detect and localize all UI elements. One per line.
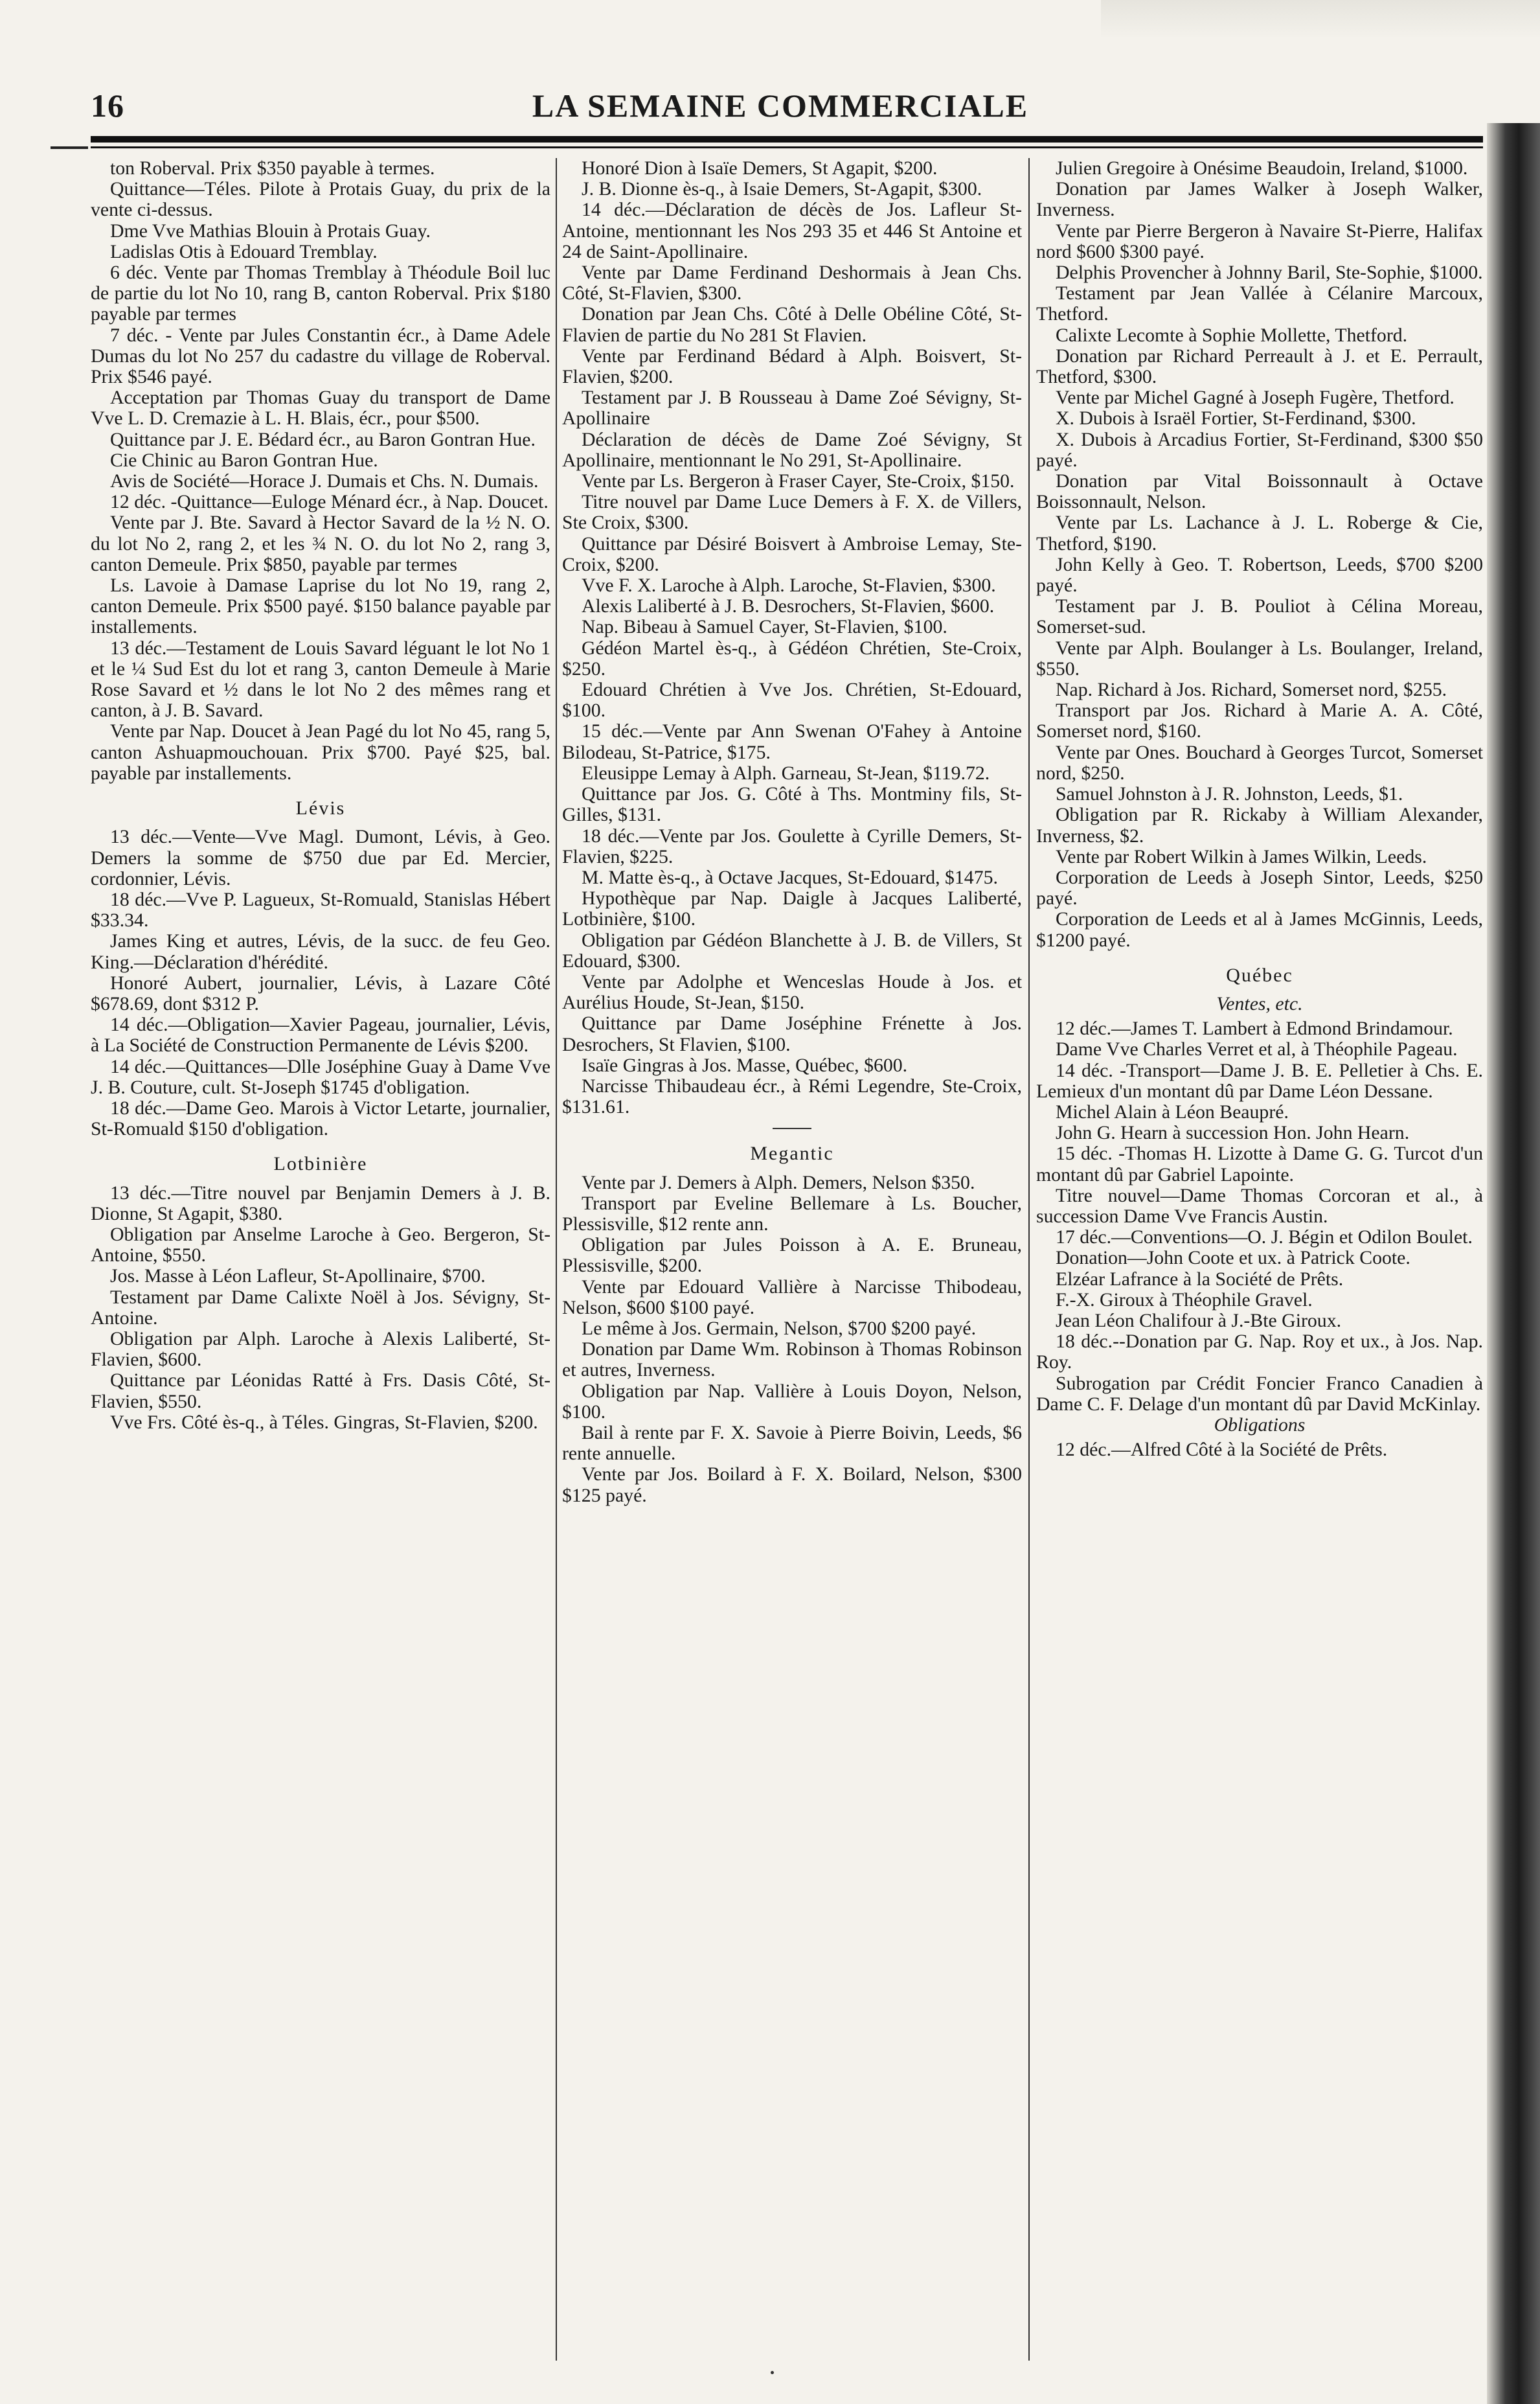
registry-entry: Calixte Lecomte à Sophie Mollette, Thetford. — [1056, 324, 1408, 346]
registry-entry: 12 déc.—Alfred Côté à la Société de Prêts. — [1056, 1439, 1388, 1461]
print-speck — [771, 2371, 774, 2374]
registry-entry: Quittance par Désiré Boisvert à Ambroise Lemay, Ste-Croix, $200. — [562, 532, 1022, 575]
registry-entry: Elzéar Lafrance à la Société de Prêts. — [1056, 1268, 1344, 1290]
registry-entry: Vente par Ones. Bouchard à Georges Turcot, Somerset nord, $250. — [1036, 741, 1483, 784]
registry-entry: Transport par Jos. Richard à Marie A. A. Côté, Somerset nord, $160. — [1036, 700, 1483, 742]
section-heading: Québec — [1226, 964, 1293, 986]
registry-entry: 14 déc. -Transport—Dame J. B. E. Pelletier à Chs. E. Lemieux d'un montant dû par Dame Léon Dessane. — [1036, 1059, 1483, 1102]
text-column-2 — [562, 158, 1022, 2374]
registry-entry: M. Matte ès-q., à Octave Jacques, St-Edouard, $1475. — [582, 866, 998, 888]
scan-binding-edge — [1487, 123, 1540, 2404]
registry-entry: Vve F. X. Laroche à Alph. Laroche, St-Flavien, $300. — [582, 575, 996, 597]
margin-mark — [51, 146, 88, 149]
registry-entry: Quittance par Dame Joséphine Frénette à Jos. Desrochers, St Flavien, $100. — [562, 1013, 1022, 1055]
registry-entry: Acceptation par Thomas Guay du transport de Dame Vve L. D. Cremazie à L. H. Blais, écr., pour $500. — [91, 387, 550, 429]
registry-entry: Vente par Jos. Boilard à F. X. Boilard, Nelson, $300 $125 payé. — [562, 1463, 1022, 1506]
registry-entry: Bail à rente par F. X. Savoie à Pierre Boivin, Leeds, $6 rente annuelle. — [562, 1421, 1022, 1465]
registry-entry: Quittance—Téles. Pilote à Protais Guay, du prix de la vente ci-dessus. — [91, 178, 550, 221]
header-rule-thin — [91, 146, 1483, 148]
section-heading: Megantic — [750, 1143, 834, 1165]
registry-entry: Subrogation par Crédit Foncier Franco Canadien à Dame C. F. Delage d'un montant dû par David McKinlay. — [1036, 1372, 1483, 1415]
registry-entry: Obligation par Gédéon Blanchette à J. B. de Villers, St Edouard, $300. — [562, 929, 1022, 972]
registry-entry: Vente par Edouard Vallière à Narcisse Thibodeau, Nelson, $600 $100 payé. — [562, 1276, 1022, 1318]
registry-entry: John G. Hearn à succession Hon. John Hearn. — [1056, 1122, 1410, 1144]
registry-entry: Nap. Bibeau à Samuel Cayer, St-Flavien, $100. — [582, 616, 947, 638]
registry-entry: Julien Gregoire à Onésime Beaudoin, Ireland, $1000. — [1056, 158, 1468, 179]
registry-entry: 18 déc.—Dame Geo. Marois à Victor Letarte, journalier, St-Romuald $150 d'obligation. — [91, 1097, 550, 1140]
registry-entry: Jean Léon Chalifour à J.-Bte Giroux. — [1056, 1309, 1342, 1331]
registry-entry: Vente par Robert Wilkin à James Wilkin, Leeds. — [1056, 845, 1427, 867]
registry-entry: Transport par Eveline Bellemare à Ls. Boucher, Plessisville, $12 rente ann. — [562, 1192, 1022, 1235]
registry-entry: 17 déc.—Conventions—O. J. Bégin et Odilon Boulet. — [1056, 1226, 1473, 1248]
registry-entry: Ladislas Otis à Edouard Tremblay. — [110, 240, 378, 262]
registry-entry: 13 déc.—Vente—Vve Magl. Dumont, Lévis, à Geo. Demers la somme de $750 due par Ed. Mercier, cordonnier, Lévis. — [91, 826, 550, 889]
section-heading: Lotbinière — [273, 1153, 368, 1175]
registry-entry: Quittance par Léonidas Ratté à Frs. Dasis Côté, St-Flavien, $550. — [91, 1369, 550, 1412]
text-column-3 — [1036, 158, 1483, 2374]
registry-entry: Vente par J. Demers à Alph. Demers, Nelson $350. — [582, 1171, 975, 1193]
registry-entry: Vente par Adolphe et Wenceslas Houde à Jos. et Aurélius Houde, St-Jean, $150. — [562, 970, 1022, 1014]
registry-entry: Vente par Ls. Bergeron à Fraser Cayer, Ste-Croix, $150. — [582, 470, 1015, 492]
registry-entry: Quittance par Jos. G. Côté à Ths. Montminy fils, St-Gilles, $131. — [562, 783, 1022, 826]
registry-entry: Corporation de Leeds et al à James McGinnis, Leeds, $1200 payé. — [1036, 908, 1483, 951]
section-separator — [773, 1128, 811, 1129]
registry-entry: 18 déc.—Vve P. Lagueux, St-Romuald, Stanislas Hébert $33.34. — [91, 888, 550, 932]
column-divider — [1028, 158, 1030, 2361]
registry-entry: J. B. Dionne ès-q., à Isaie Demers, St-Agapit, $300. — [582, 178, 982, 200]
registry-entry: Donation par Vital Boissonnault à Octave Boissonnault, Nelson. — [1036, 470, 1483, 513]
registry-entry: Vente par Ferdinand Bédard à Alph. Boisvert, St-Flavien, $200. — [562, 345, 1022, 388]
registry-entry: Honoré Aubert, journalier, Lévis, à Lazare Côté $678.69, dont $312 P. — [91, 972, 550, 1014]
registry-entry: John Kelly à Geo. T. Robertson, Leeds, $700 $200 payé. — [1036, 553, 1483, 597]
registry-entry: Obligation par R. Rickaby à William Alexander, Inverness, $2. — [1036, 804, 1483, 847]
registry-entry: 6 déc. Vente par Thomas Tremblay à Théodule Boil luc de partie du lot No 10, rang B, canton Roberval. Prix $180 payable par termes — [91, 262, 550, 325]
registry-entry: Avis de Société—Horace J. Dumais et Chs. N. Dumais. — [110, 470, 539, 492]
registry-entry: Vente par J. Bte. Savard à Hector Savard de la ½ N. O. du lot No 2, rang 2, et les ¾ N. O. du lot No 2, rang 3, canton Demeule. Prix $850, payable par termes — [91, 512, 550, 575]
page-number: 16 — [91, 87, 124, 124]
registry-entry: Obligation par Anselme Laroche à Geo. Bergeron, St-Antoine, $550. — [91, 1223, 550, 1266]
registry-entry: 14 déc.—Quittances—Dlle Joséphine Guay à Dame Vve J. B. Couture, cult. St-Joseph $1745 d'obligation. — [91, 1055, 550, 1098]
registry-entry: Obligation par Jules Poisson à A. E. Bruneau, Plessisville, $200. — [562, 1234, 1022, 1277]
registry-entry: Obligation par Alph. Laroche à Alexis Laliberté, St-Flavien, $600. — [91, 1327, 550, 1371]
text-column-1 — [91, 158, 550, 2374]
registry-entry: F.-X. Giroux à Théophile Gravel. — [1056, 1288, 1313, 1311]
registry-entry: Vente par Ls. Lachance à J. L. Roberge & Cie, Thetford, $190. — [1036, 512, 1483, 555]
header-rule-thick — [91, 136, 1483, 143]
section-heading: Lévis — [295, 797, 346, 819]
registry-entry: Vente par Alph. Boulanger à Ls. Boulanger, Ireland, $550. — [1036, 637, 1483, 680]
registry-entry: Vente par Michel Gagné à Joseph Fugère, Thetford. — [1056, 387, 1455, 409]
section-subheading: Ventes, etc. — [1216, 992, 1303, 1014]
registry-entry: Jos. Masse à Léon Lafleur, St-Apollinaire, $700. — [110, 1265, 486, 1287]
registry-entry: Donation—John Coote et ux. à Patrick Coote. — [1056, 1247, 1410, 1269]
registry-entry: Nap. Richard à Jos. Richard, Somerset nord, $255. — [1056, 679, 1447, 701]
registry-entry: Vve Frs. Côté ès-q., à Téles. Gingras, St-Flavien, $200. — [110, 1411, 538, 1433]
registry-entry: Alexis Laliberté à J. B. Desrochers, St-Flavien, $600. — [582, 595, 995, 617]
registry-entry: Testament par Jean Vallée à Célanire Marcoux, Thetford. — [1036, 282, 1483, 325]
registry-entry: Honoré Dion à Isaïe Demers, St Agapit, $200. — [582, 158, 938, 179]
page-header — [91, 83, 1470, 130]
registry-entry: Edouard Chrétien à Vve Jos. Chrétien, St-Edouard, $100. — [562, 679, 1022, 722]
journal-title: LA SEMAINE COMMERCIALE — [532, 87, 1029, 124]
column-divider — [556, 158, 557, 2361]
registry-entry: James King et autres, Lévis, de la succ. de feu Geo. King.—Déclaration d'hérédité. — [91, 930, 550, 973]
registry-entry: Vente par Nap. Doucet à Jean Pagé du lot No 45, rang 5, canton Ashuapmouchouan. Prix $700. Payé $25, bal. payable par installements. — [91, 720, 550, 784]
registry-entry: 15 déc.—Vente par Ann Swenan O'Fahey à Antoine Bilodeau, St-Patrice, $175. — [562, 720, 1022, 763]
registry-entry: 13 déc.—Testament de Louis Savard léguant le lot No 1 et le ¼ Sud Est du lot et rang 3, canton Demeule à Marie Rose Savard et ½ dans le lot No 2 des mêmes rang et canton, à J. B. Savard. — [91, 637, 550, 722]
registry-entry: Donation par Dame Wm. Robinson à Thomas Robinson et autres, Inverness. — [562, 1338, 1022, 1381]
registry-entry: Hypothèque par Nap. Daigle à Jacques Laliberté, Lotbinière, $100. — [562, 887, 1022, 930]
registry-entry: Donation par James Walker à Joseph Walker, Inverness. — [1036, 178, 1483, 221]
registry-entry: Cie Chinic au Baron Gontran Hue. — [110, 449, 378, 471]
registry-entry: Obligation par Nap. Vallière à Louis Doyon, Nelson, $100. — [562, 1380, 1022, 1423]
registry-entry: Eleusippe Lemay à Alph. Garneau, St-Jean, $119.72. — [582, 762, 990, 784]
registry-entry: Testament par J. B Rousseau à Dame Zoé Sévigny, St-Apollinaire — [562, 387, 1022, 429]
registry-entry: 12 déc. -Quittance—Euloge Ménard écr., à Nap. Doucet. — [110, 491, 549, 513]
registry-entry: Dame Vve Charles Verret et al, à Théophile Pageau. — [1056, 1038, 1458, 1060]
registry-entry: 18 déc.--Donation par G. Nap. Roy et ux., à Jos. Nap. Roy. — [1036, 1331, 1483, 1373]
registry-entry: 14 déc.—Déclaration de décès de Jos. Lafleur St-Antoine, mentionnant les Nos 293 35 et 446 St Antoine et 24 de Saint-Apollinaire. — [562, 199, 1022, 262]
registry-entry: X. Dubois à Arcadius Fortier, St-Ferdinand, $300 $50 payé. — [1036, 428, 1483, 471]
registry-entry: 12 déc.—James T. Lambert à Edmond Brindamour. — [1056, 1018, 1453, 1040]
registry-entry: X. Dubois à Israël Fortier, St-Ferdinand, $300. — [1056, 407, 1416, 429]
scan-top-edge — [1101, 0, 1540, 39]
registry-entry: Donation par Richard Perreault à J. et E. Perrault, Thetford, $300. — [1036, 345, 1483, 388]
registry-entry: Michel Alain à Léon Beaupré. — [1056, 1101, 1289, 1123]
registry-entry: Donation par Jean Chs. Côté à Delle Obéline Côté, St-Flavien de partie du No 281 St Flavien. — [562, 303, 1022, 346]
section-subheading: Obligations — [1214, 1414, 1306, 1436]
registry-entry: 13 déc.—Titre nouvel par Benjamin Demers à J. B. Dionne, St Agapit, $380. — [91, 1182, 550, 1224]
registry-entry: Narcisse Thibaudeau écr., à Rémi Legendre, Ste-Croix, $131.61. — [562, 1075, 1022, 1118]
registry-entry: 14 déc.—Obligation—Xavier Pageau, journalier, Lévis, à La Société de Construction Permanente de Lévis $200. — [91, 1014, 550, 1057]
registry-entry: Testament par Dame Calixte Noël à Jos. Sévigny, St-Antoine. — [91, 1286, 550, 1329]
registry-entry: Quittance par J. E. Bédard écr., au Baron Gontran Hue. — [110, 428, 536, 450]
registry-entry: Ls. Lavoie à Damase Laprise du lot No 19, rang 2, canton Demeule. Prix $500 payé. $150 balance payable par installements. — [91, 575, 550, 638]
registry-entry: Titre nouvel par Dame Luce Demers à F. X. de Villers, Ste Croix, $300. — [562, 491, 1022, 534]
registry-entry: Corporation de Leeds à Joseph Sintor, Leeds, $250 payé. — [1036, 866, 1483, 910]
registry-entry: Isaïe Gingras à Jos. Masse, Québec, $600. — [582, 1054, 908, 1076]
registry-entry: Vente par Pierre Bergeron à Navaire St-Pierre, Halifax nord $600 $300 payé. — [1036, 220, 1483, 262]
registry-entry: Dme Vve Mathias Blouin à Protais Guay. — [110, 220, 431, 242]
registry-entry: Déclaration de décès de Dame Zoé Sévigny, St Apollinaire, mentionnant le No 291, St-Apollinaire. — [562, 428, 1022, 471]
registry-entry: 15 déc. -Thomas H. Lizotte à Dame G. G. Turcot d'un montant dû par Gabriel Lapointe. — [1036, 1143, 1483, 1185]
registry-entry: Delphis Provencher à Johnny Baril, Ste-Sophie, $1000. — [1056, 262, 1483, 284]
registry-entry: Samuel Johnston à J. R. Johnston, Leeds, $1. — [1056, 783, 1403, 805]
registry-entry: ton Roberval. Prix $350 payable à termes. — [110, 158, 435, 179]
registry-entry: 7 déc. - Vente par Jules Constantin écr., à Dame Adele Dumas du lot No 257 du cadastre du village de Roberval. Prix $546 payé. — [91, 324, 550, 388]
registry-entry: Le même à Jos. Germain, Nelson, $700 $200 payé. — [582, 1317, 977, 1339]
registry-entry: 18 déc.—Vente par Jos. Goulette à Cyrille Demers, St-Flavien, $225. — [562, 825, 1022, 867]
registry-entry: Testament par J. B. Pouliot à Célina Moreau, Somerset-sud. — [1036, 595, 1483, 638]
registry-entry: Titre nouvel—Dame Thomas Corcoran et al., à succession Dame Vve Francis Austin. — [1036, 1184, 1483, 1227]
registry-entry: Vente par Dame Ferdinand Deshormais à Jean Chs. Côté, St-Flavien, $300. — [562, 262, 1022, 304]
registry-entry: Gédéon Martel ès-q., à Gédéon Chrétien, Ste-Croix, $250. — [562, 637, 1022, 680]
